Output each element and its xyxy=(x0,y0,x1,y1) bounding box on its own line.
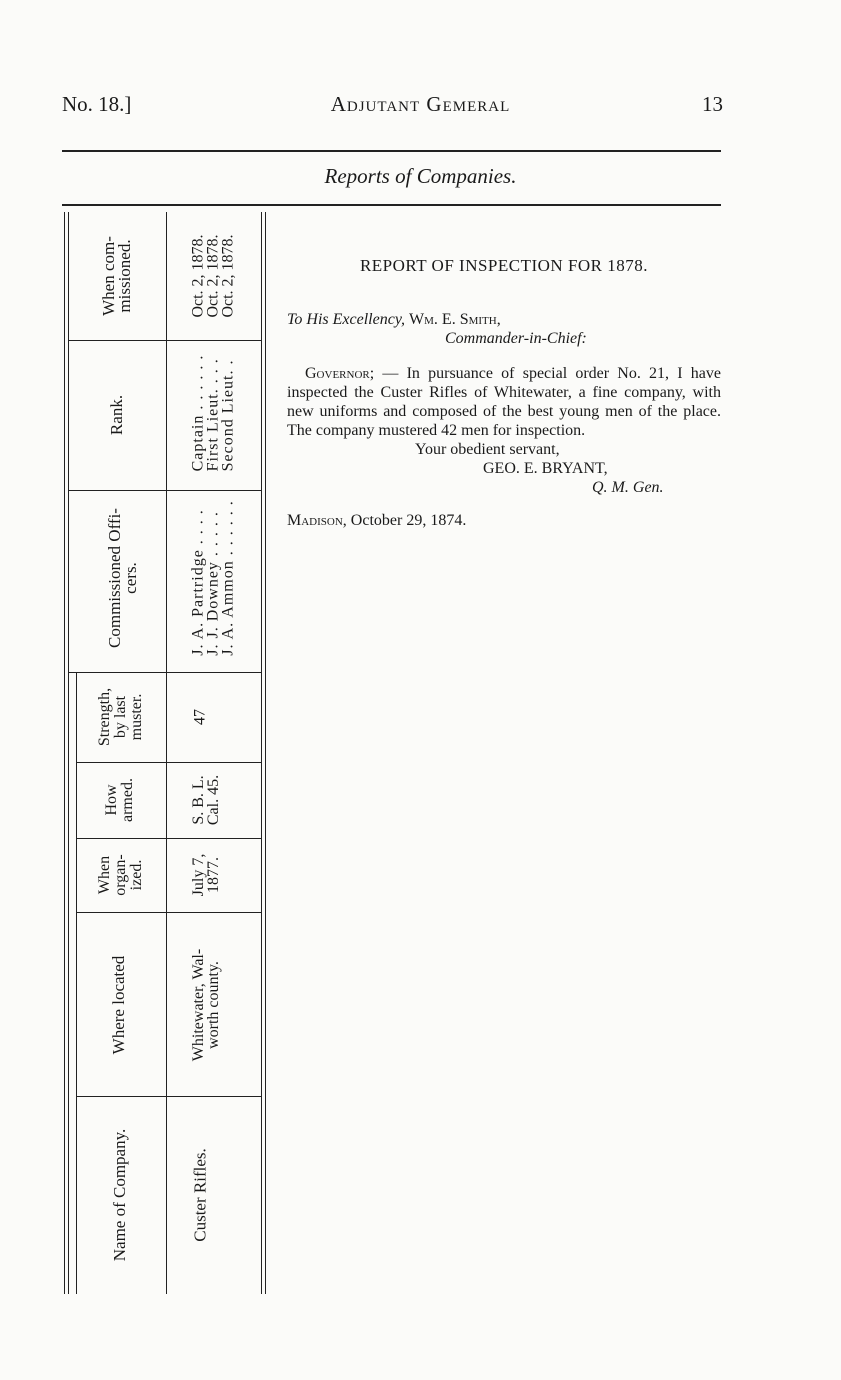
signer-title: Q. M. Gen. xyxy=(592,479,664,496)
table-border-left-inner xyxy=(68,212,69,1294)
column-separator-6 xyxy=(76,912,261,913)
report-addressee xyxy=(287,311,721,329)
body-text: ; — In pursuance of special order No. 21, I have inspected the Custer Rifles of Whitewater, a fine company, with new uniforms and composed of the best young men of the place. The company mustered 42 men for inspection. xyxy=(287,365,721,439)
cell-where-located: Whitewater, Wal- worth county. xyxy=(190,948,222,1062)
column-separator-7 xyxy=(76,1096,261,1097)
header-where-located: Where located xyxy=(109,955,128,1055)
cell-strength: 47 xyxy=(191,709,209,725)
header-commissioned-officers: Commissioned Offi- cers. xyxy=(105,508,140,648)
column-separator-1 xyxy=(68,340,261,341)
section-subtitle: Reports of Companies. xyxy=(324,164,517,188)
header-rule xyxy=(62,150,721,152)
cell-when-commissioned: Oct. 2, 1878. Oct. 2, 1878. Oct. 2, 1878. xyxy=(189,234,237,318)
page-number: 13 xyxy=(702,92,723,116)
report-title: REPORT OF INSPECTION FOR 1878. xyxy=(359,256,649,275)
salutation: Governor xyxy=(305,365,370,382)
subtitle-rule xyxy=(62,204,721,206)
place: Madison, xyxy=(287,512,347,529)
report-closing xyxy=(287,440,721,497)
report-dateline xyxy=(287,512,721,530)
cell-commissioned-officers: J. A. Partridge . . . . J. J. Downey . . . . . J. A. Ammon . . . . . . xyxy=(189,500,237,656)
addressee-name: Wm. E. Smith, xyxy=(409,311,501,328)
table-border-right-outer xyxy=(265,212,266,1294)
closing-line: Your obedient servant, xyxy=(415,441,560,458)
header-how-armed: How armed. xyxy=(103,778,136,822)
column-separator-3 xyxy=(68,672,261,673)
column-separator-2 xyxy=(68,490,261,491)
table-border-right-inner xyxy=(261,212,262,1294)
header-strength: Strength, by last muster. xyxy=(96,687,145,747)
header-when-organized: When organ- ized. xyxy=(96,854,145,896)
header-rank: Rank. xyxy=(107,394,126,436)
signer-name: GEO. E. BRYANT, xyxy=(483,460,608,477)
cell-name-of-company: Custer Rifles. xyxy=(190,1148,210,1242)
column-separator-4 xyxy=(76,762,261,763)
addressee-title: Commander-in-Chief: xyxy=(445,330,587,347)
date: October 29, 1874. xyxy=(350,512,467,529)
page-header-title: Adjutant Gemeral xyxy=(330,92,511,116)
header-data-separator xyxy=(166,212,167,1294)
cell-when-organized: July 7, 1877. xyxy=(190,853,222,897)
report-body xyxy=(287,364,721,440)
addressee-prefix: To His Excellency, xyxy=(287,311,406,328)
page-header-left: No. 18.] xyxy=(62,92,132,116)
table-border-left-outer xyxy=(64,212,65,1294)
header-when-commissioned: When com- missioned. xyxy=(99,236,134,316)
cell-how-armed: S. B. L. Cal. 45. xyxy=(190,774,222,826)
lower-columns-left-line xyxy=(76,672,77,1294)
column-separator-5 xyxy=(76,838,261,839)
cell-rank: Captain . . . . . . First Lieut. . . . Second Lieut. . xyxy=(189,354,237,472)
header-name-of-company: Name of Company. xyxy=(110,1128,129,1262)
